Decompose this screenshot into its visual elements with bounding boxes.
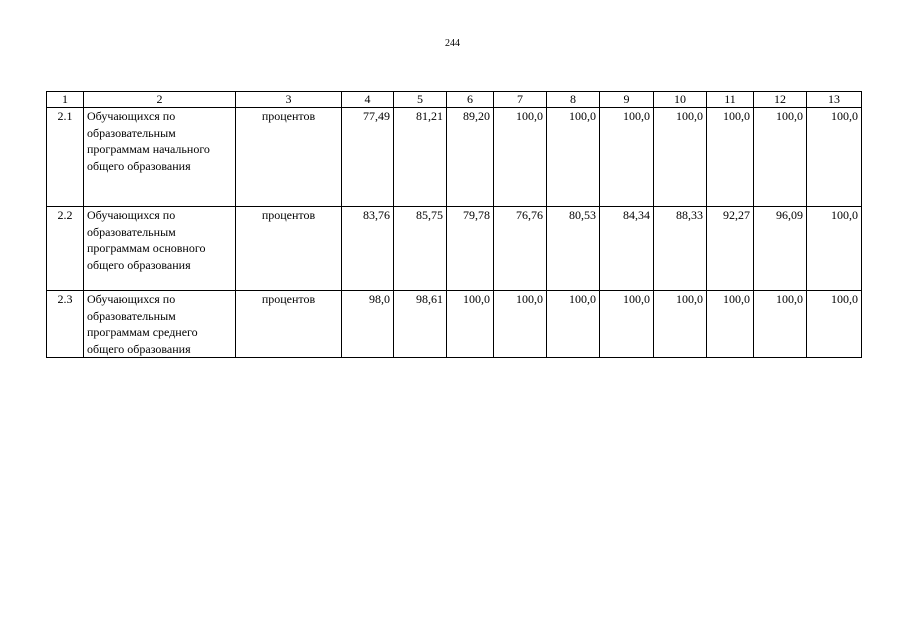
unit-cell: процентов (236, 108, 342, 207)
unit-cell: процентов (236, 291, 342, 358)
value-cell: 100,0 (600, 291, 654, 358)
column-header: 7 (494, 92, 547, 108)
value-cell: 100,0 (707, 291, 754, 358)
unit-cell: процентов (236, 207, 342, 291)
column-header: 1 (47, 92, 84, 108)
column-header: 11 (707, 92, 754, 108)
value-cell: 100,0 (754, 108, 807, 207)
table-row (47, 207, 862, 291)
value-cell: 100,0 (754, 291, 807, 358)
value-cell: 100,0 (494, 108, 547, 207)
column-header: 10 (654, 92, 707, 108)
value-cell: 85,75 (394, 207, 447, 291)
column-header: 6 (447, 92, 494, 108)
column-header: 2 (84, 92, 236, 108)
column-header: 12 (754, 92, 807, 108)
value-cell: 83,76 (342, 207, 394, 291)
column-header: 4 (342, 92, 394, 108)
value-cell: 100,0 (707, 108, 754, 207)
indicator-name-cell: Обучающихся по образовательным программам основного общего образования (84, 207, 236, 291)
value-cell: 79,78 (447, 207, 494, 291)
value-cell: 84,34 (600, 207, 654, 291)
page-number: 244 (445, 38, 460, 49)
column-header: 5 (394, 92, 447, 108)
row-number-cell: 2.1 (47, 108, 84, 207)
column-header: 9 (600, 92, 654, 108)
row-number-cell: 2.3 (47, 291, 84, 358)
value-cell: 98,0 (342, 291, 394, 358)
value-cell: 100,0 (547, 291, 600, 358)
value-cell: 89,20 (447, 108, 494, 207)
column-header: 8 (547, 92, 600, 108)
indicator-table (46, 91, 862, 358)
value-cell: 100,0 (807, 291, 862, 358)
table-header-row (47, 92, 862, 108)
value-cell: 81,21 (394, 108, 447, 207)
value-cell: 100,0 (600, 108, 654, 207)
row-number-cell: 2.2 (47, 207, 84, 291)
table-row (47, 108, 862, 207)
column-header: 3 (236, 92, 342, 108)
value-cell: 96,09 (754, 207, 807, 291)
column-header: 13 (807, 92, 862, 108)
value-cell: 80,53 (547, 207, 600, 291)
value-cell: 98,61 (394, 291, 447, 358)
value-cell: 100,0 (447, 291, 494, 358)
value-cell: 92,27 (707, 207, 754, 291)
value-cell: 100,0 (807, 207, 862, 291)
value-cell: 77,49 (342, 108, 394, 207)
value-cell: 100,0 (654, 291, 707, 358)
value-cell: 100,0 (494, 291, 547, 358)
indicator-name-cell: Обучающихся по образовательным программам начального общего образования (84, 108, 236, 207)
value-cell: 100,0 (807, 108, 862, 207)
value-cell: 88,33 (654, 207, 707, 291)
value-cell: 76,76 (494, 207, 547, 291)
value-cell: 100,0 (654, 108, 707, 207)
indicator-name-cell: Обучающихся по образовательным программам среднего общего образования (84, 291, 236, 358)
value-cell: 100,0 (547, 108, 600, 207)
table-row (47, 291, 862, 358)
